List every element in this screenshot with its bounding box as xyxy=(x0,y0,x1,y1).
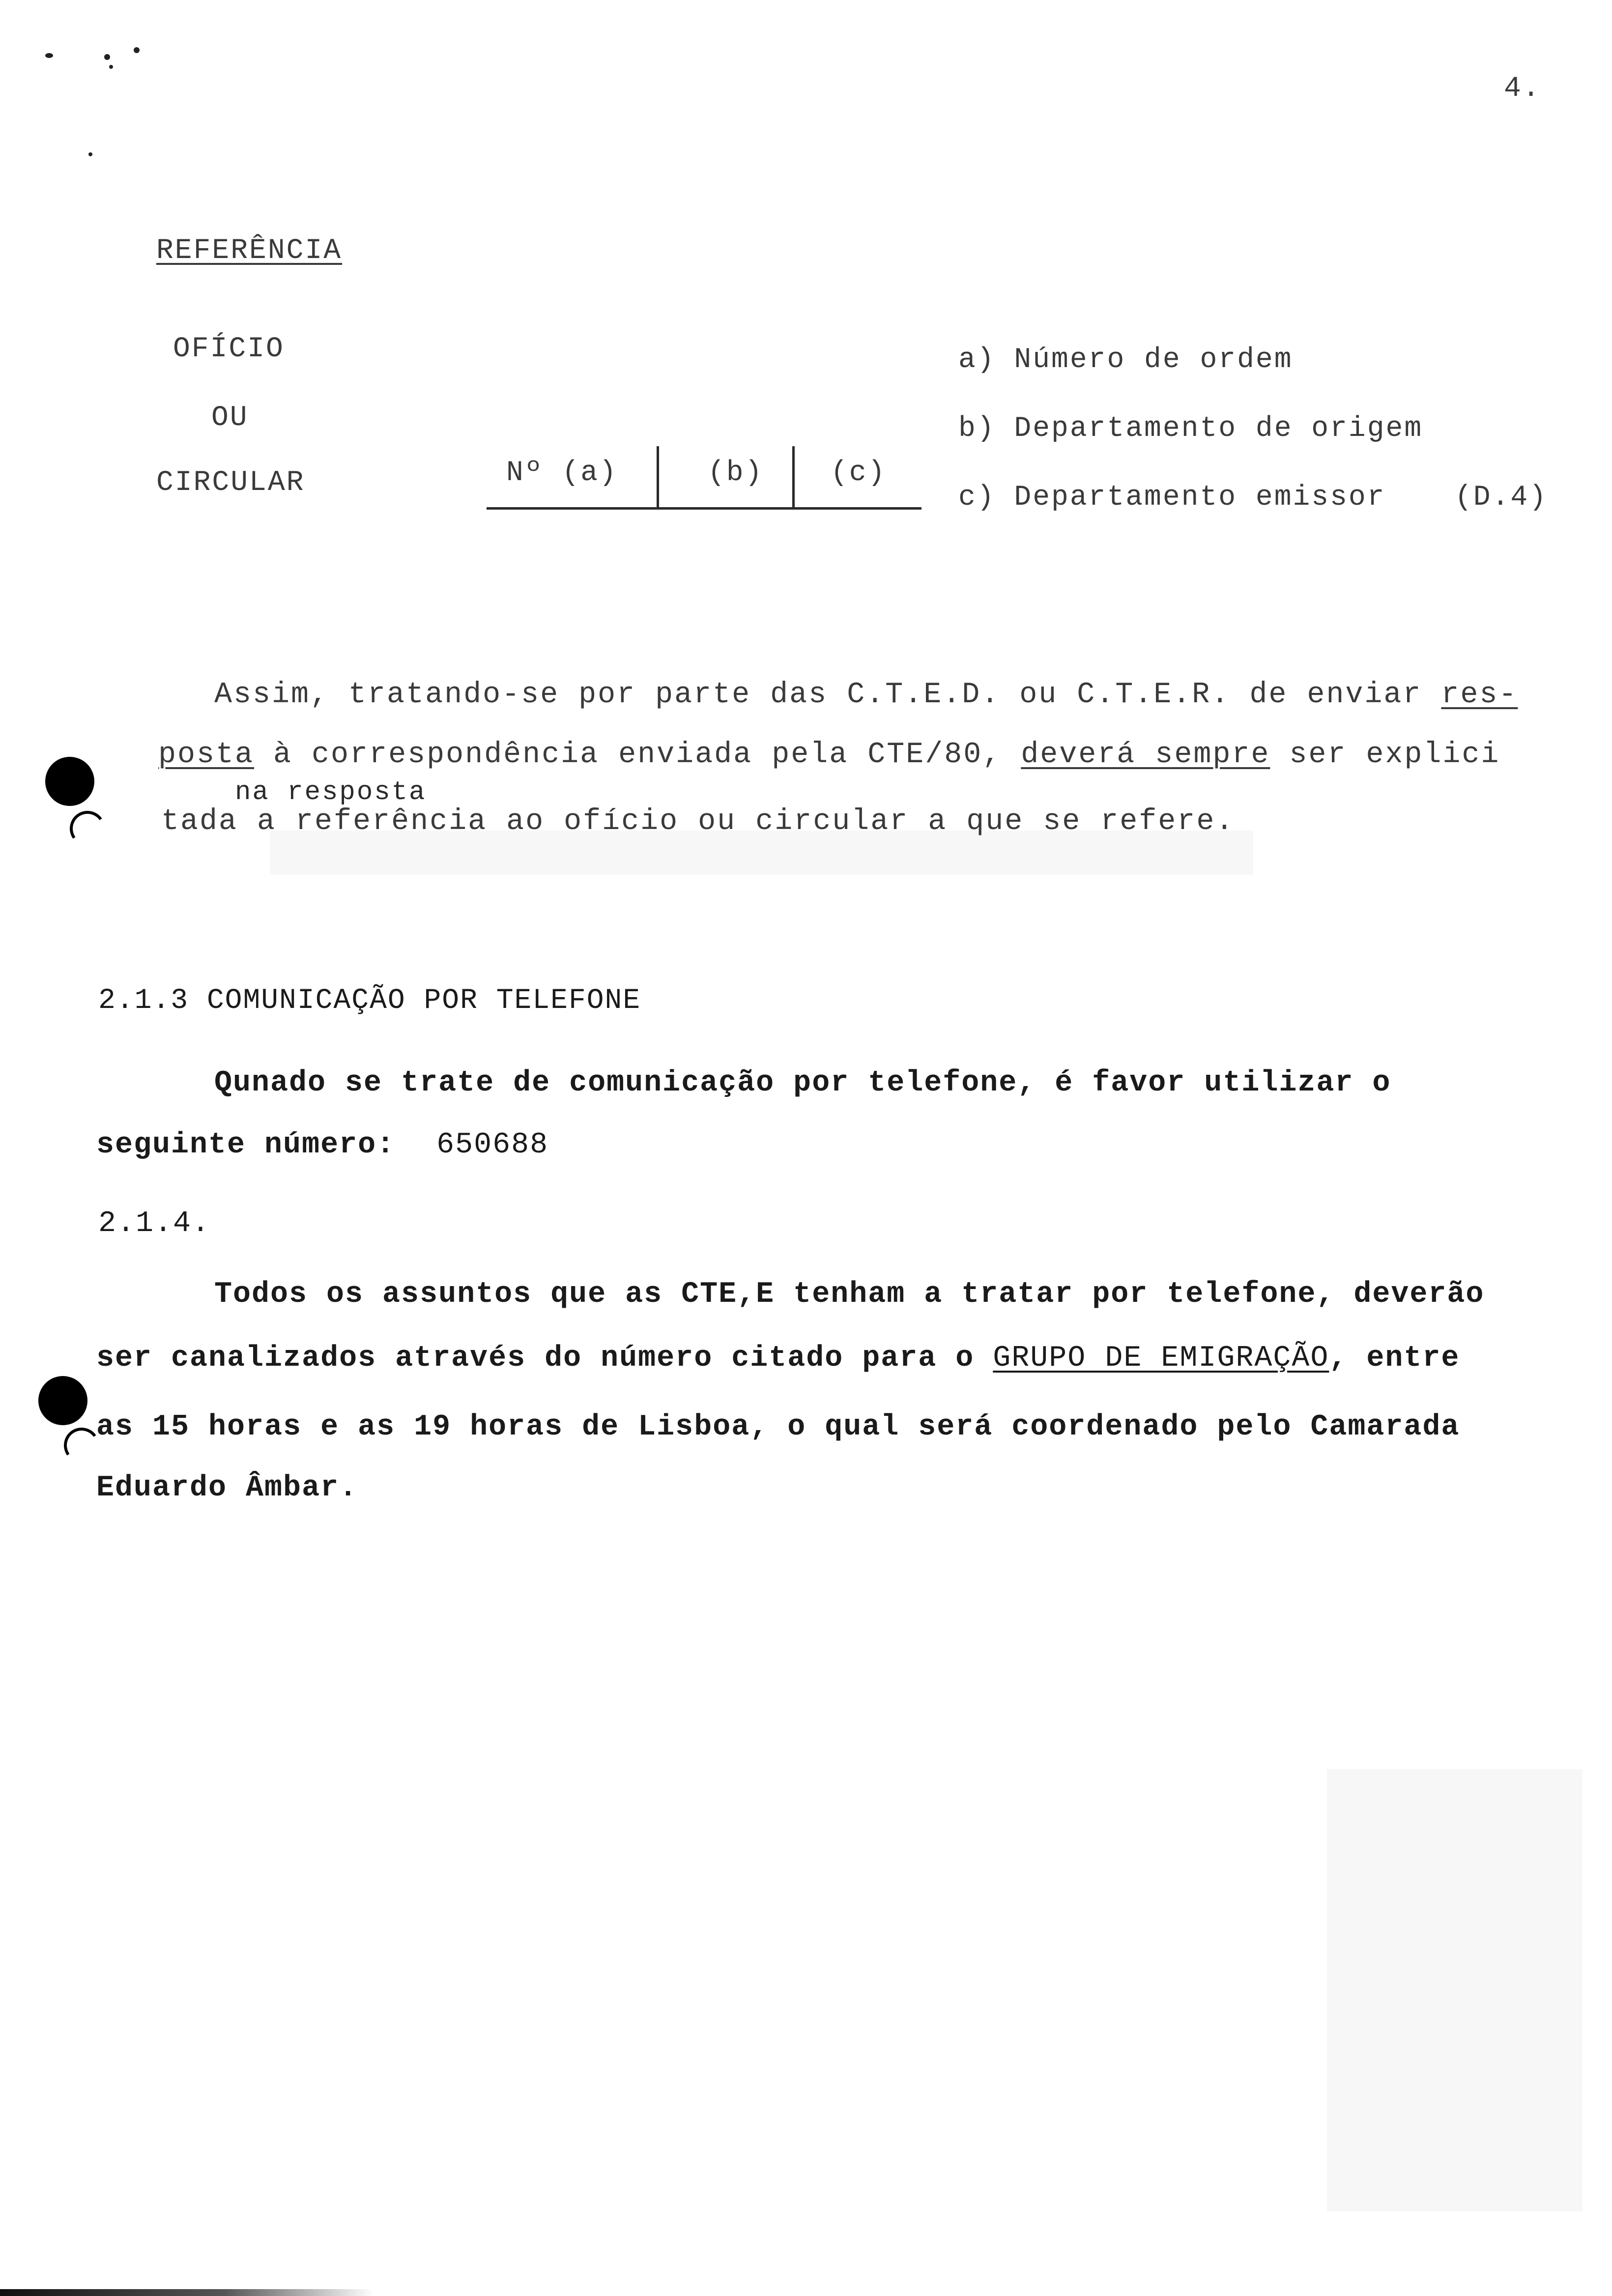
section-heading: 2.1.3 COMUNICAÇÃO POR TELEFONE xyxy=(98,985,641,1017)
text-segment: ser canalizados através do número citado para o xyxy=(96,1342,993,1375)
paragraph-line: Todos os assuntos que as CTE,E tenham a tratar por telefone, deverão xyxy=(214,1278,1485,1311)
field-cell-a: Nº (a) xyxy=(506,457,618,489)
scan-speck xyxy=(109,65,113,69)
legend-item-c: c) Departamento emissor xyxy=(958,482,1386,514)
phone-number: 650688 xyxy=(436,1128,549,1162)
page-number: 4. xyxy=(1504,73,1541,105)
label-circular: CIRCULAR xyxy=(156,467,305,499)
punch-hole xyxy=(45,757,94,806)
scan-shade xyxy=(1327,1769,1583,2211)
label-ou: OU xyxy=(211,402,249,434)
scan-speck xyxy=(134,47,140,53)
underlined-word: res- xyxy=(1441,678,1518,712)
text-segment: Assim, tratando-se por parte das C.T.E.D. ou C.T.E.R. de enviar xyxy=(214,678,1441,712)
text-segment: ser explici xyxy=(1270,738,1500,772)
paragraph-line xyxy=(96,1342,1460,1375)
text-segment: , entre xyxy=(1329,1342,1460,1375)
handwritten-insertion: na resposta xyxy=(235,777,427,807)
paragraph-line: as 15 horas e as 19 horas de Lisboa, o qual será coordenado pelo Camarada xyxy=(96,1410,1460,1444)
paragraph-line xyxy=(96,1128,548,1162)
underlined-word: posta xyxy=(158,738,255,772)
scan-edge xyxy=(0,2289,374,2296)
reference-title: REFERÊNCIA xyxy=(156,235,343,267)
field-cell-b: (b) xyxy=(708,457,764,489)
field-underline xyxy=(487,507,921,510)
paragraph-line xyxy=(214,678,1518,712)
scan-speck xyxy=(104,54,110,60)
legend-item-a: a) Número de ordem xyxy=(958,344,1293,376)
field-cell-c: (c) xyxy=(831,457,887,489)
legend-code: (D.4) xyxy=(1455,482,1548,514)
underlined-phrase: deverá sempre xyxy=(1021,738,1270,772)
field-divider xyxy=(657,446,659,507)
scan-speck xyxy=(45,53,53,58)
paragraph-line: tada a referência ao ofício ou circular a que se refere. xyxy=(161,805,1235,838)
legend-item-b: b) Departamento de origem xyxy=(958,413,1423,445)
scan-speck xyxy=(88,152,92,156)
field-divider xyxy=(792,446,795,507)
paragraph-line: Qunado se trate de comunicação por telefone, é favor utilizar o xyxy=(214,1066,1391,1100)
text-segment: à correspondência enviada pela CTE/80, xyxy=(254,738,1021,772)
punch-hole-arc xyxy=(67,808,108,849)
paragraph-line: Eduardo Âmbar. xyxy=(96,1471,358,1505)
paragraph-line xyxy=(158,738,1500,772)
underlined-phrase: GRUPO DE EMIGRAÇÃO xyxy=(993,1342,1329,1375)
label-oficio: OFÍCIO xyxy=(173,333,285,365)
phone-label: seguinte número: xyxy=(96,1128,396,1162)
section-heading: 2.1.4. xyxy=(98,1207,211,1240)
punch-hole xyxy=(38,1376,87,1425)
